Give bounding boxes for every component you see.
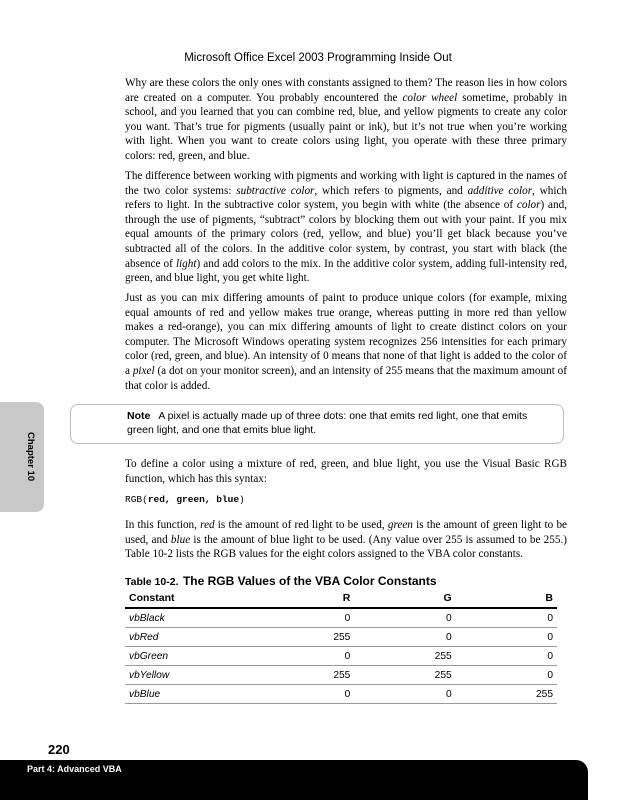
table-row: [125, 628, 557, 647]
part-title: Part 4: Advanced VBA: [27, 764, 122, 774]
table-caption: [125, 572, 437, 590]
g-cell: 0: [354, 628, 455, 647]
running-header: Microsoft Office Excel 2003 Programming Inside Out: [184, 52, 452, 64]
table-title: The RGB Values of the VBA Color Constants: [182, 574, 437, 588]
g-cell: 255: [354, 666, 455, 685]
body-paragraph-3: Just as you can mix differing amounts of paint to produce unique colors (for example, mixing equal amounts of red and yellow makes true orange, whereas putting in more red than yellow makes a red-orange), you can mix differing amounts of light to create distinct colors on your computer. The Microsoft Windows operating system recognizes 256 intensities for each primary color (red, green, and blue). An intensity of 0 means that none of that light is added to the color of a pixel (a dot on your monitor screen), and an intensity of 255 means that the maximum amount of that color is added.: [125, 292, 567, 392]
note-box: [70, 404, 564, 444]
g-cell: 0: [354, 685, 455, 704]
constant-cell: vbGreen: [125, 647, 253, 666]
table-row: [125, 666, 557, 685]
r-cell: 255: [253, 666, 354, 685]
body-paragraph-1: Why are these colors the only ones with constants assigned to them? The reason lies in how colors are created on a computer. You probably encountered the color wheel sometime, probably in school, and you learned that you can combine red, blue, and yellow pigments to create any color you want. That’s true for pigments (usually paint or ink), but it’s not true when you’re working with light. When you want to create colors using light, you operate with these three primary colors: red, green, and blue.: [125, 77, 568, 162]
note-text: A pixel is actually made up of three dots: one that emits red light, one that emits green light, and one that emits blue light.: [127, 410, 528, 436]
chapter-tab-label: Chapter 10: [25, 432, 36, 482]
body-paragraph-2: The difference between working with pigments and working with light is captured in the names of the two color systems: subtractive color, which refers to pigments, and additive color, which refers to light. In the subtractive color system, you begin with white (the absence of color) and, through the use of pigments, “subtract” colors by blocking them out with your paint. If you mix equal amounts of the primary colors (red, yellow, and blue) you’ll get black because you’ve subtracted all of the colors. In the additive color system, by contrast, you start with black (the absence of light) and add colors to the mix. In the additive color system, adding full-intensity red, green, and blue light, you get white light.: [125, 170, 568, 285]
b-cell: 0: [456, 647, 557, 666]
b-cell: 255: [456, 685, 557, 704]
table-header-row: [125, 589, 557, 608]
header-b: B: [456, 589, 557, 608]
r-cell: 0: [253, 608, 354, 628]
b-cell: 0: [456, 608, 557, 628]
table-row: [125, 608, 557, 628]
constant-cell: vbBlue: [125, 685, 253, 704]
constant-cell: vbBlack: [125, 608, 253, 628]
header-g: G: [354, 589, 455, 608]
table-row: [125, 685, 557, 704]
b-cell: 0: [456, 628, 557, 647]
table-number: Table 10-2.: [125, 576, 179, 588]
g-cell: 255: [354, 647, 455, 666]
body-paragraph-4: To define a color using a mixture of red, green, and blue light, you use the Visual Basic RGB function, which has this syntax:: [125, 458, 567, 485]
b-cell: 0: [456, 666, 557, 685]
constant-cell: vbYellow: [125, 666, 253, 685]
constant-cell: vbRed: [125, 628, 253, 647]
header-constant: Constant: [125, 589, 253, 608]
rgb-values-table: [125, 589, 557, 704]
code-syntax: RGB(red, green, blue): [125, 494, 245, 505]
table-row: [125, 647, 557, 666]
note-label: Note: [127, 410, 151, 422]
body-paragraph-5: In this function, red is the amount of red light to be used, green is the amount of green light to be used, and blue is the amount of blue light to be used. (Any value over 255 is assumed to be 255.) Table 10-2 lists the RGB values for the eight colors assigned to the VBA color constants.: [125, 519, 567, 561]
header-r: R: [253, 589, 354, 608]
r-cell: 0: [253, 647, 354, 666]
chapter-side-tab: [0, 402, 44, 512]
r-cell: 0: [253, 685, 354, 704]
g-cell: 0: [354, 608, 455, 628]
page-number: 220: [48, 742, 70, 757]
r-cell: 255: [253, 628, 354, 647]
